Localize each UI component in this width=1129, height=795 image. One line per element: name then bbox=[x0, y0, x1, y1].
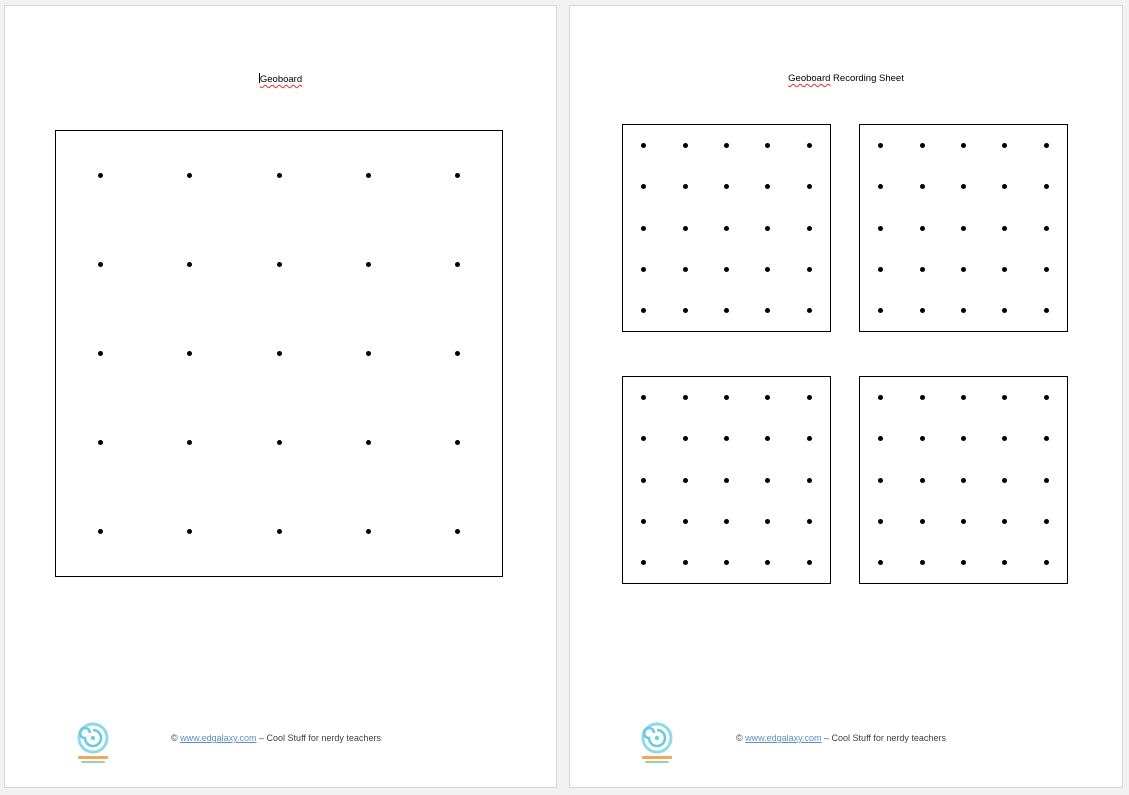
website-link[interactable]: www.edgalaxy.com bbox=[745, 733, 822, 743]
peg-dot bbox=[1002, 519, 1007, 524]
peg-dot bbox=[961, 436, 966, 441]
peg-dot bbox=[878, 267, 883, 272]
peg-dot bbox=[187, 173, 192, 178]
peg-dot bbox=[961, 267, 966, 272]
peg-dot bbox=[98, 173, 103, 178]
peg-dot bbox=[683, 436, 688, 441]
page-title[interactable] bbox=[570, 73, 1122, 85]
peg-dot bbox=[277, 173, 282, 178]
peg-dot bbox=[455, 262, 460, 267]
peg-dot bbox=[1044, 184, 1049, 189]
peg-dot bbox=[878, 226, 883, 231]
peg-dot bbox=[920, 184, 925, 189]
peg-dot bbox=[1002, 395, 1007, 400]
peg-dot bbox=[807, 478, 812, 483]
peg-dot bbox=[724, 519, 729, 524]
peg-dot bbox=[878, 519, 883, 524]
geoboard-small bbox=[859, 124, 1068, 332]
peg-dot bbox=[724, 395, 729, 400]
peg-dot bbox=[1044, 436, 1049, 441]
peg-dot bbox=[765, 143, 770, 148]
peg-dot bbox=[878, 436, 883, 441]
peg-dot bbox=[724, 226, 729, 231]
peg-dot bbox=[641, 436, 646, 441]
peg-dot bbox=[765, 436, 770, 441]
peg-dot bbox=[641, 519, 646, 524]
peg-dot bbox=[641, 184, 646, 189]
copyright-symbol: © bbox=[736, 733, 743, 743]
peg-dot bbox=[1044, 560, 1049, 565]
peg-dot bbox=[807, 226, 812, 231]
peg-dot bbox=[724, 436, 729, 441]
peg-dot bbox=[920, 267, 925, 272]
edgalaxy-logo bbox=[75, 721, 111, 767]
peg-dot bbox=[765, 267, 770, 272]
footer-dash: – bbox=[256, 733, 267, 743]
peg-dot bbox=[98, 351, 103, 356]
page-footer bbox=[736, 732, 946, 744]
peg-dot bbox=[455, 440, 460, 445]
peg-dot bbox=[961, 478, 966, 483]
peg-dot bbox=[366, 173, 371, 178]
peg-dot bbox=[724, 560, 729, 565]
peg-dot bbox=[98, 440, 103, 445]
peg-dot bbox=[683, 395, 688, 400]
peg-dot bbox=[724, 308, 729, 313]
peg-dot bbox=[807, 184, 812, 189]
peg-dot bbox=[765, 395, 770, 400]
peg-dot bbox=[1002, 560, 1007, 565]
page-title[interactable] bbox=[5, 73, 556, 86]
peg-dot bbox=[98, 262, 103, 267]
footer-tagline: Cool Stuff for nerdy teachers bbox=[831, 733, 946, 743]
peg-dot bbox=[878, 184, 883, 189]
peg-dot bbox=[765, 560, 770, 565]
peg-dot bbox=[961, 519, 966, 524]
peg-dot bbox=[807, 308, 812, 313]
peg-dot bbox=[1002, 267, 1007, 272]
peg-dot bbox=[920, 308, 925, 313]
peg-dot bbox=[641, 308, 646, 313]
peg-dot bbox=[683, 267, 688, 272]
peg-dot bbox=[961, 184, 966, 189]
website-link[interactable]: www.edgalaxy.com bbox=[180, 733, 257, 743]
footer-dash: – bbox=[821, 733, 832, 743]
peg-dot bbox=[1002, 184, 1007, 189]
peg-dot bbox=[1044, 226, 1049, 231]
peg-dot bbox=[641, 478, 646, 483]
peg-dot bbox=[920, 560, 925, 565]
footer-tagline: Cool Stuff for nerdy teachers bbox=[266, 733, 381, 743]
peg-dot bbox=[1002, 226, 1007, 231]
peg-dot bbox=[277, 351, 282, 356]
peg-dot bbox=[187, 440, 192, 445]
peg-dot bbox=[455, 173, 460, 178]
title-word: Geoboard bbox=[259, 74, 303, 85]
geoboard-small bbox=[622, 124, 831, 332]
peg-dot bbox=[807, 436, 812, 441]
peg-dot bbox=[277, 262, 282, 267]
peg-dot bbox=[683, 226, 688, 231]
peg-dot bbox=[1044, 395, 1049, 400]
peg-dot bbox=[765, 308, 770, 313]
peg-dot bbox=[277, 440, 282, 445]
peg-dot bbox=[683, 143, 688, 148]
peg-dot bbox=[765, 519, 770, 524]
peg-dot bbox=[277, 529, 282, 534]
peg-dot bbox=[1002, 308, 1007, 313]
peg-dot bbox=[366, 529, 371, 534]
peg-dot bbox=[920, 143, 925, 148]
peg-dot bbox=[878, 143, 883, 148]
peg-dot bbox=[961, 395, 966, 400]
peg-dot bbox=[98, 529, 103, 534]
peg-dot bbox=[641, 226, 646, 231]
peg-dot bbox=[920, 519, 925, 524]
peg-dot bbox=[878, 478, 883, 483]
peg-dot bbox=[920, 478, 925, 483]
peg-dot bbox=[683, 184, 688, 189]
peg-dot bbox=[1044, 308, 1049, 313]
peg-dot bbox=[807, 519, 812, 524]
peg-dot bbox=[724, 478, 729, 483]
edgalaxy-logo bbox=[639, 721, 675, 767]
peg-dot bbox=[961, 308, 966, 313]
copyright-symbol: © bbox=[171, 733, 178, 743]
peg-dot bbox=[1044, 519, 1049, 524]
peg-dot bbox=[724, 267, 729, 272]
peg-dot bbox=[878, 560, 883, 565]
document-page-2 bbox=[569, 5, 1123, 788]
title-rest: Recording Sheet bbox=[830, 73, 904, 84]
peg-dot bbox=[641, 560, 646, 565]
peg-dot bbox=[366, 351, 371, 356]
peg-dot bbox=[1002, 436, 1007, 441]
page-footer bbox=[171, 732, 381, 744]
peg-dot bbox=[807, 395, 812, 400]
peg-dot bbox=[920, 226, 925, 231]
document-page-1 bbox=[4, 5, 557, 788]
peg-dot bbox=[455, 529, 460, 534]
peg-dot bbox=[1002, 478, 1007, 483]
geoboard-small bbox=[622, 376, 831, 584]
peg-dot bbox=[724, 143, 729, 148]
peg-dot bbox=[878, 395, 883, 400]
peg-dot bbox=[807, 267, 812, 272]
peg-dot bbox=[366, 440, 371, 445]
peg-dot bbox=[807, 143, 812, 148]
title-word: Geoboard bbox=[788, 73, 831, 84]
peg-dot bbox=[1044, 267, 1049, 272]
peg-dot bbox=[724, 184, 729, 189]
peg-dot bbox=[1044, 143, 1049, 148]
peg-dot bbox=[187, 529, 192, 534]
peg-dot bbox=[366, 262, 371, 267]
geoboard-small bbox=[859, 376, 1068, 584]
peg-dot bbox=[641, 395, 646, 400]
peg-dot bbox=[807, 560, 812, 565]
peg-dot bbox=[961, 226, 966, 231]
peg-dot bbox=[187, 351, 192, 356]
peg-dot bbox=[765, 226, 770, 231]
peg-dot bbox=[187, 262, 192, 267]
peg-dot bbox=[683, 519, 688, 524]
peg-dot bbox=[455, 351, 460, 356]
peg-dot bbox=[1044, 478, 1049, 483]
geoboard-large bbox=[55, 130, 503, 577]
peg-dot bbox=[683, 478, 688, 483]
peg-dot bbox=[765, 478, 770, 483]
peg-dot bbox=[878, 308, 883, 313]
peg-dot bbox=[683, 308, 688, 313]
peg-dot bbox=[1002, 143, 1007, 148]
peg-dot bbox=[920, 395, 925, 400]
peg-dot bbox=[961, 560, 966, 565]
peg-dot bbox=[641, 267, 646, 272]
peg-dot bbox=[920, 436, 925, 441]
peg-dot bbox=[683, 560, 688, 565]
peg-dot bbox=[641, 143, 646, 148]
peg-dot bbox=[961, 143, 966, 148]
peg-dot bbox=[765, 184, 770, 189]
